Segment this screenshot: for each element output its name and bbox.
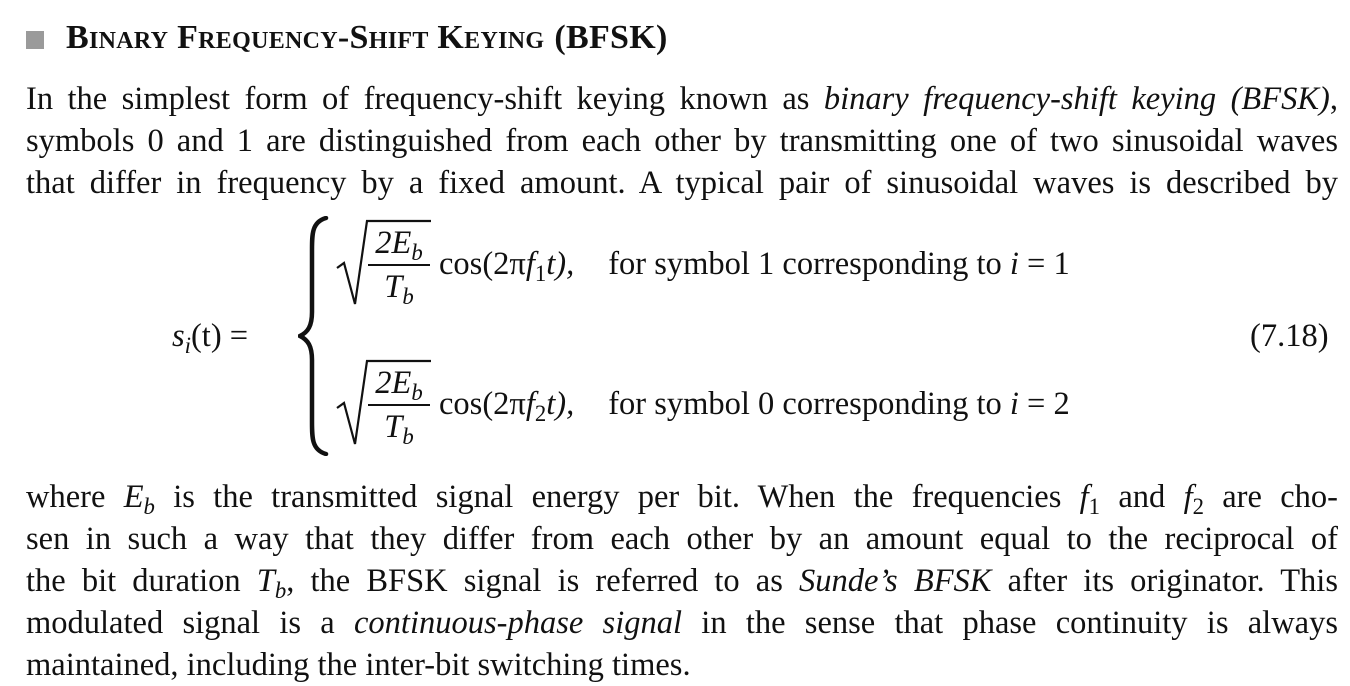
fraction bbox=[368, 364, 430, 449]
explanation-line-5: maintained, including the inter-bit switching times. bbox=[26, 647, 691, 683]
intro-line-1: In the simplest form of frequency-shift keying known as binary frequency-shift keying (BFSK), bbox=[26, 81, 1338, 117]
explanation-line-4: modulated signal is a continuous-phase signal in the sense that phase continuity is always bbox=[26, 605, 1338, 641]
heading-title: Binary Frequency-Shift Keying bbox=[66, 19, 545, 56]
term-sundes-bfsk: Sunde’s BFSK bbox=[799, 563, 992, 599]
explanation-line-3: the bit duration $T_b$, the BFSK signal is referred to as Sunde’s BFSK after its originator. This bbox=[26, 563, 1338, 602]
fraction-numerator: $2E_b$ bbox=[375, 225, 423, 265]
term-bfsk: binary frequency-shift keying (BFSK) bbox=[823, 81, 1330, 117]
equation-7-18 bbox=[0, 210, 1350, 460]
intro-line-3: that differ in frequency by a fixed amount. A typical pair of sinusoidal waves is described by bbox=[26, 165, 1338, 201]
fraction-numerator: $2E_b$ bbox=[375, 365, 423, 405]
explanation-line-2: sen in such a way that they differ from each other by an amount equal to the reciprocal of bbox=[26, 521, 1338, 557]
cosine-term: $\cos(2\pi f_2t)$, bbox=[439, 385, 575, 426]
section-heading bbox=[26, 14, 668, 62]
sqrt-expression bbox=[335, 358, 433, 450]
fraction-denominator: $T_b$ bbox=[384, 269, 414, 309]
equation-number: (7.18) bbox=[1250, 318, 1329, 354]
left-brace-icon bbox=[298, 216, 332, 456]
heading-abbreviation: (BFSK) bbox=[554, 19, 668, 56]
sqrt-expression bbox=[335, 218, 433, 310]
cosine-term: $\cos(2\pi f_1t)$, bbox=[439, 245, 575, 286]
fraction-denominator: $T_b$ bbox=[384, 409, 414, 449]
equation-lhs: $s_i(t)$ = bbox=[172, 318, 249, 358]
case-condition: for symbol 1 corresponding to i = 1 bbox=[608, 245, 1070, 282]
explanation-paragraph bbox=[26, 476, 1338, 686]
case-symbol-1 bbox=[335, 218, 1070, 310]
case-symbol-0 bbox=[335, 358, 1070, 450]
square-bullet-icon bbox=[26, 31, 44, 49]
intro-line-2: symbols 0 and 1 are distinguished from each other by transmitting one of two sinusoidal waves bbox=[26, 123, 1338, 159]
term-continuous-phase: continuous-phase signal bbox=[354, 605, 683, 641]
intro-paragraph bbox=[26, 78, 1338, 204]
explanation-line-1: where $E_b$ is the transmitted signal energy per bit. When the frequencies $f_1$ and $f_2$ are cho- bbox=[26, 479, 1338, 518]
case-condition: for symbol 0 corresponding to i = 2 bbox=[608, 385, 1070, 422]
fraction bbox=[368, 224, 430, 309]
